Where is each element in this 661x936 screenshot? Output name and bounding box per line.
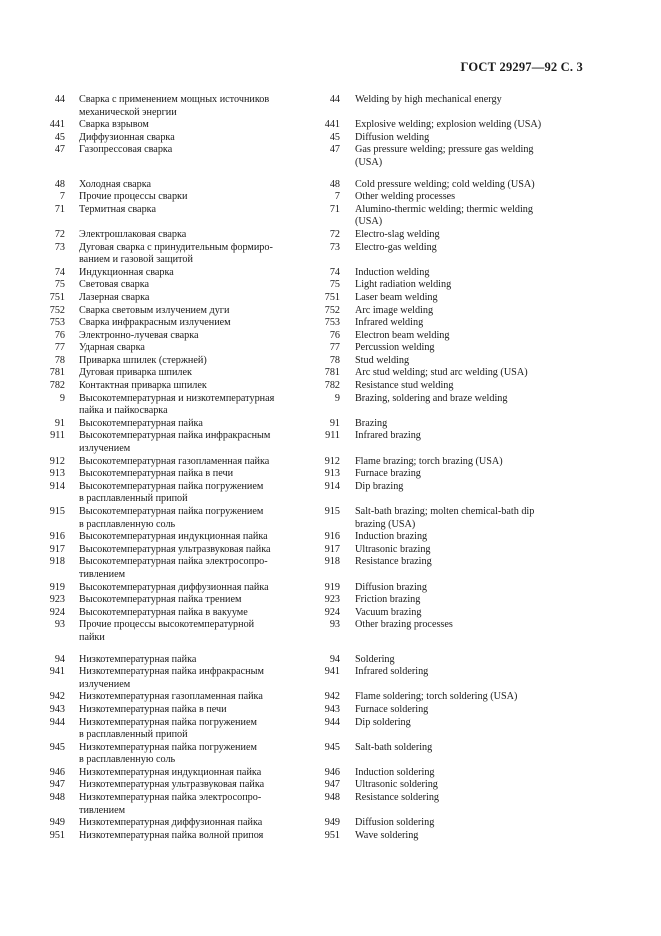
term-row [40, 830, 600, 843]
term-ru: Низкотемпературная пайка инфракрасным излучением [79, 666, 264, 690]
term-code-en: 924 [324, 606, 340, 618]
term-code-en: 44 [329, 94, 340, 105]
term-ru: Сварка световым излучением дуги [79, 304, 230, 316]
term-ru: Дуговая сварка с принудительным формиро- ванием и газовой защитой [79, 241, 273, 266]
term-en: Light radiation welding [355, 279, 452, 291]
term-code-ru: 923 [49, 594, 65, 606]
term-ru: Электронно-лучевая сварка [79, 329, 199, 341]
term-row [40, 742, 600, 767]
term-code-ru: 93 [54, 619, 65, 631]
term-ru: Высокотемпературная пайка электросопро- тивлением [79, 556, 268, 580]
term-code-ru: 91 [54, 417, 65, 429]
term-en: Soldering [355, 653, 395, 665]
term-en: Diffusion welding [355, 131, 430, 143]
term-row [40, 430, 600, 455]
term-ru: Сварка инфракрасным излучением [79, 317, 231, 329]
term-row [40, 717, 600, 742]
term-en: Flame brazing; torch brazing (USA) [355, 455, 503, 467]
term-en: Wave soldering [355, 829, 419, 841]
term-en: Salt-bath soldering [355, 741, 433, 753]
term-row [40, 292, 600, 305]
term-code-ru: 48 [54, 178, 65, 190]
term-row [40, 619, 600, 644]
term-row [40, 767, 600, 780]
term-ru: Ударная сварка [79, 342, 145, 354]
term-en: Dip soldering [355, 716, 411, 728]
term-code-ru: 913 [49, 468, 65, 480]
term-code-en: 916 [324, 531, 340, 543]
term-en: Induction welding [355, 266, 430, 278]
term-en: Induction brazing [355, 531, 428, 543]
term-row [40, 342, 600, 355]
term-code-en: 7 [334, 191, 340, 203]
term-ru: Высокотемпературная диффузионная пайка [79, 581, 269, 593]
term-code-ru: 75 [54, 279, 65, 291]
term-en: Electron beam welding [355, 329, 450, 341]
term-en: Friction brazing [355, 594, 421, 606]
term-row [40, 179, 600, 192]
term-code-ru: 915 [49, 506, 65, 517]
term-code-en: 918 [324, 556, 340, 568]
term-code-ru: 76 [54, 329, 65, 341]
term-code-en: 912 [324, 455, 340, 467]
term-row [40, 506, 600, 531]
term-ru: Лазерная сварка [79, 291, 150, 303]
term-code-en: 915 [324, 506, 340, 517]
term-ru: Высокотемпературная индукционная пайка [79, 531, 268, 543]
term-code-ru: 77 [54, 342, 65, 354]
term-code-en: 917 [324, 543, 340, 555]
term-code-en: 71 [329, 203, 340, 215]
term-en: Dip brazing [355, 480, 404, 492]
term-en: Infrared soldering [355, 666, 429, 678]
term-en: Induction soldering [355, 766, 435, 778]
term-code-ru: 914 [49, 480, 65, 492]
term-code-ru: 944 [49, 716, 65, 728]
term-code-en: 78 [329, 354, 340, 366]
term-row [40, 594, 600, 607]
term-code-en: 76 [329, 329, 340, 341]
term-ru: Световая сварка [79, 279, 150, 291]
term-en: Electro-slag welding [355, 228, 440, 240]
term-en: Explosive welding; explosion welding (USA) [355, 119, 542, 131]
term-code-ru: 924 [49, 606, 65, 618]
term-code-en: 941 [324, 666, 340, 678]
term-code-ru: 71 [54, 203, 65, 215]
term-ru: Низкотемпературная ультразвуковая пайка [79, 779, 265, 791]
term-row [40, 817, 600, 830]
term-code-ru: 44 [54, 94, 65, 105]
term-row [40, 393, 600, 418]
term-code-en: 94 [329, 653, 340, 665]
term-row [40, 119, 600, 132]
term-row [40, 468, 600, 481]
term-row [40, 556, 600, 581]
page-header: ГОСТ 29297—92 С. 3 [460, 60, 583, 74]
term-code-en: 951 [324, 829, 340, 841]
term-en: Electro-gas welding [355, 241, 437, 253]
term-en: Stud welding [355, 354, 410, 366]
term-ru: Высокотемпературная пайка погружением в расплавленную соль [79, 506, 264, 530]
term-code-en: 949 [324, 817, 340, 829]
term-code-en: 944 [324, 716, 340, 728]
term-ru: Сварка с применением мощных источников механической энергии [79, 94, 270, 118]
term-en: Vacuum brazing [355, 606, 422, 618]
term-code-ru: 753 [49, 317, 65, 329]
term-en: Flame soldering; torch soldering (USA) [355, 691, 518, 703]
term-code-en: 919 [324, 581, 340, 593]
term-code-en: 914 [324, 480, 340, 492]
term-code-ru: 782 [49, 380, 65, 392]
term-en: Resistance stud welding [355, 380, 454, 392]
term-code-en: 781 [324, 367, 340, 379]
term-code-ru: 945 [49, 741, 65, 753]
term-code-ru: 441 [49, 119, 65, 131]
term-code-en: 48 [329, 178, 340, 190]
term-en: Infrared welding [355, 317, 424, 329]
term-row [40, 380, 600, 393]
term-row [40, 355, 600, 368]
term-code-ru: 781 [49, 367, 65, 379]
term-row [40, 242, 600, 267]
term-en: Diffusion soldering [355, 817, 435, 829]
term-code-ru: 752 [49, 304, 65, 316]
term-ru: Приварка шпилек (стержней) [79, 354, 207, 366]
term-row [40, 317, 600, 330]
term-en: Ultrasonic brazing [355, 543, 431, 555]
term-code-ru: 72 [54, 228, 65, 240]
term-code-en: 943 [324, 703, 340, 715]
term-en: Ultrasonic soldering [355, 779, 438, 791]
term-code-ru: 949 [49, 817, 65, 829]
term-code-en: 945 [324, 741, 340, 753]
term-ru: Низкотемпературная пайка [79, 653, 197, 665]
term-code-en: 93 [329, 619, 340, 631]
term-ru: Дуговая приварка шпилек [79, 367, 192, 379]
term-row [40, 779, 600, 792]
term-code-en: 942 [324, 691, 340, 703]
term-code-ru: 45 [54, 131, 65, 143]
term-en: Laser beam welding [355, 291, 438, 303]
term-code-ru: 919 [49, 581, 65, 593]
term-code-ru: 74 [54, 266, 65, 278]
term-ru: Низкотемпературная индукционная пайка [79, 766, 262, 778]
term-en: Brazing, soldering and braze welding [355, 392, 508, 404]
term-row [40, 544, 600, 557]
term-code-ru: 73 [54, 241, 65, 253]
term-code-ru: 943 [49, 703, 65, 715]
term-code-ru: 912 [49, 455, 65, 467]
term-row [40, 204, 600, 229]
term-row [40, 305, 600, 318]
term-ru: Индукционная сварка [79, 266, 174, 278]
term-ru: Высокотемпературная пайка инфракрасным излучением [79, 430, 271, 455]
term-code-ru: 751 [49, 291, 65, 303]
term-ru: Высокотемпературная пайка погружением в расплавленный припой [79, 480, 264, 505]
term-en: Welding by high mechanical energy [355, 94, 502, 105]
term-row [40, 132, 600, 145]
term-code-ru: 7 [59, 191, 65, 203]
term-code-en: 75 [329, 279, 340, 291]
term-row [40, 456, 600, 469]
term-code-ru: 947 [49, 779, 65, 791]
term-code-en: 77 [329, 342, 340, 354]
term-code-en: 74 [329, 266, 340, 278]
term-code-en: 753 [324, 317, 340, 329]
term-row [40, 481, 600, 506]
term-ru: Холодная сварка [79, 178, 152, 190]
term-code-en: 73 [329, 241, 340, 253]
term-code-ru: 916 [49, 531, 65, 543]
term-code-en: 946 [324, 766, 340, 778]
term-ru: Низкотемпературная пайка электросопро- тивлением [79, 792, 262, 816]
term-code-en: 751 [324, 291, 340, 303]
term-row [40, 144, 600, 169]
term-en: Furnace soldering [355, 703, 429, 715]
term-row [40, 418, 600, 431]
term-en: Other welding processes [355, 191, 456, 203]
term-ru: Прочие процессы высокотемпературной пайки [79, 619, 255, 643]
term-row [40, 191, 600, 204]
term-code-en: 948 [324, 792, 340, 804]
term-row [40, 691, 600, 704]
term-ru: Высокотемпературная ультразвуковая пайка [79, 543, 271, 555]
term-row [40, 531, 600, 544]
term-en: Percussion welding [355, 342, 435, 354]
term-row [40, 607, 600, 620]
term-row [40, 94, 600, 119]
term-code-en: 782 [324, 380, 340, 392]
term-en: Other brazing processes [355, 619, 453, 631]
term-en: Cold pressure welding; cold welding (USA) [355, 178, 535, 190]
term-en: Alumino-thermic welding; thermic welding (USA) [355, 203, 533, 228]
term-code-en: 947 [324, 779, 340, 791]
term-code-en: 47 [329, 144, 340, 156]
term-row [40, 367, 600, 380]
term-ru: Низкотемпературная диффузионная пайка [79, 817, 263, 829]
term-ru: Сварка взрывом [79, 119, 149, 131]
term-code-ru: 917 [49, 543, 65, 555]
term-ru: Низкотемпературная пайка погружением в расплавленную соль [79, 741, 257, 766]
term-code-ru: 942 [49, 691, 65, 703]
term-en: Resistance soldering [355, 792, 440, 804]
term-row [40, 792, 600, 817]
term-code-en: 923 [324, 594, 340, 606]
term-ru: Высокотемпературная пайка [79, 417, 203, 429]
term-ru: Высокотемпературная пайка в печи [79, 468, 234, 480]
term-code-en: 9 [334, 392, 340, 404]
term-code-ru: 941 [49, 666, 65, 678]
term-row [40, 229, 600, 242]
term-ru: Прочие процессы сварки [79, 191, 188, 203]
term-ru: Газопрессовая сварка [79, 144, 173, 156]
term-en: Furnace brazing [355, 468, 421, 480]
term-row [40, 267, 600, 280]
term-code-en: 913 [324, 468, 340, 480]
term-code-ru: 918 [49, 556, 65, 568]
term-row [40, 582, 600, 595]
term-en: Salt-bath brazing; molten chemical-bath dip brazing (USA) [355, 506, 535, 530]
term-en: Infrared brazing [355, 430, 421, 442]
term-code-ru: 948 [49, 792, 65, 804]
term-list [40, 94, 600, 842]
term-en: Arc stud welding; stud arc welding (USA) [355, 367, 528, 379]
term-en: Resistance brazing [355, 556, 432, 568]
term-ru: Низкотемпературная пайка волной припоя [79, 829, 264, 841]
term-en: Diffusion brazing [355, 581, 427, 593]
term-code-ru: 47 [54, 144, 65, 156]
term-code-ru: 78 [54, 354, 65, 366]
term-row [40, 654, 600, 667]
term-ru: Термитная сварка [79, 203, 156, 215]
term-ru: Низкотемпературная газопламенная пайка [79, 691, 263, 703]
term-ru: Высокотемпературная пайка в вакууме [79, 606, 248, 618]
term-code-en: 91 [329, 417, 340, 429]
term-code-ru: 94 [54, 653, 65, 665]
term-row [40, 666, 600, 691]
term-ru: Низкотемпературная пайка в печи [79, 703, 227, 715]
term-code-en: 45 [329, 131, 340, 143]
term-ru: Электрошлаковая сварка [79, 228, 187, 240]
term-ru: Высокотемпературная и низкотемпературная пайка и пайкосварка [79, 392, 275, 417]
term-ru: Низкотемпературная пайка погружением в расплавленный припой [79, 716, 257, 741]
term-en: Gas pressure welding; pressure gas welding (USA) [355, 144, 534, 168]
term-code-ru: 9 [59, 392, 65, 404]
term-code-ru: 946 [49, 766, 65, 778]
term-en: Brazing [355, 417, 388, 429]
term-ru: Высокотемпературная пайка трением [79, 594, 242, 606]
term-code-en: 72 [329, 228, 340, 240]
term-row [40, 330, 600, 343]
term-code-ru: 951 [49, 829, 65, 841]
term-ru: Высокотемпературная газопламенная пайка [79, 455, 270, 467]
term-code-ru: 911 [50, 430, 65, 442]
term-code-en: 441 [324, 119, 340, 131]
term-ru: Контактная приварка шпилек [79, 380, 207, 392]
term-code-en: 911 [325, 430, 340, 442]
term-code-en: 752 [324, 304, 340, 316]
term-ru: Диффузионная сварка [79, 131, 175, 143]
term-row [40, 279, 600, 292]
term-en: Arc image welding [355, 304, 434, 316]
term-row [40, 704, 600, 717]
